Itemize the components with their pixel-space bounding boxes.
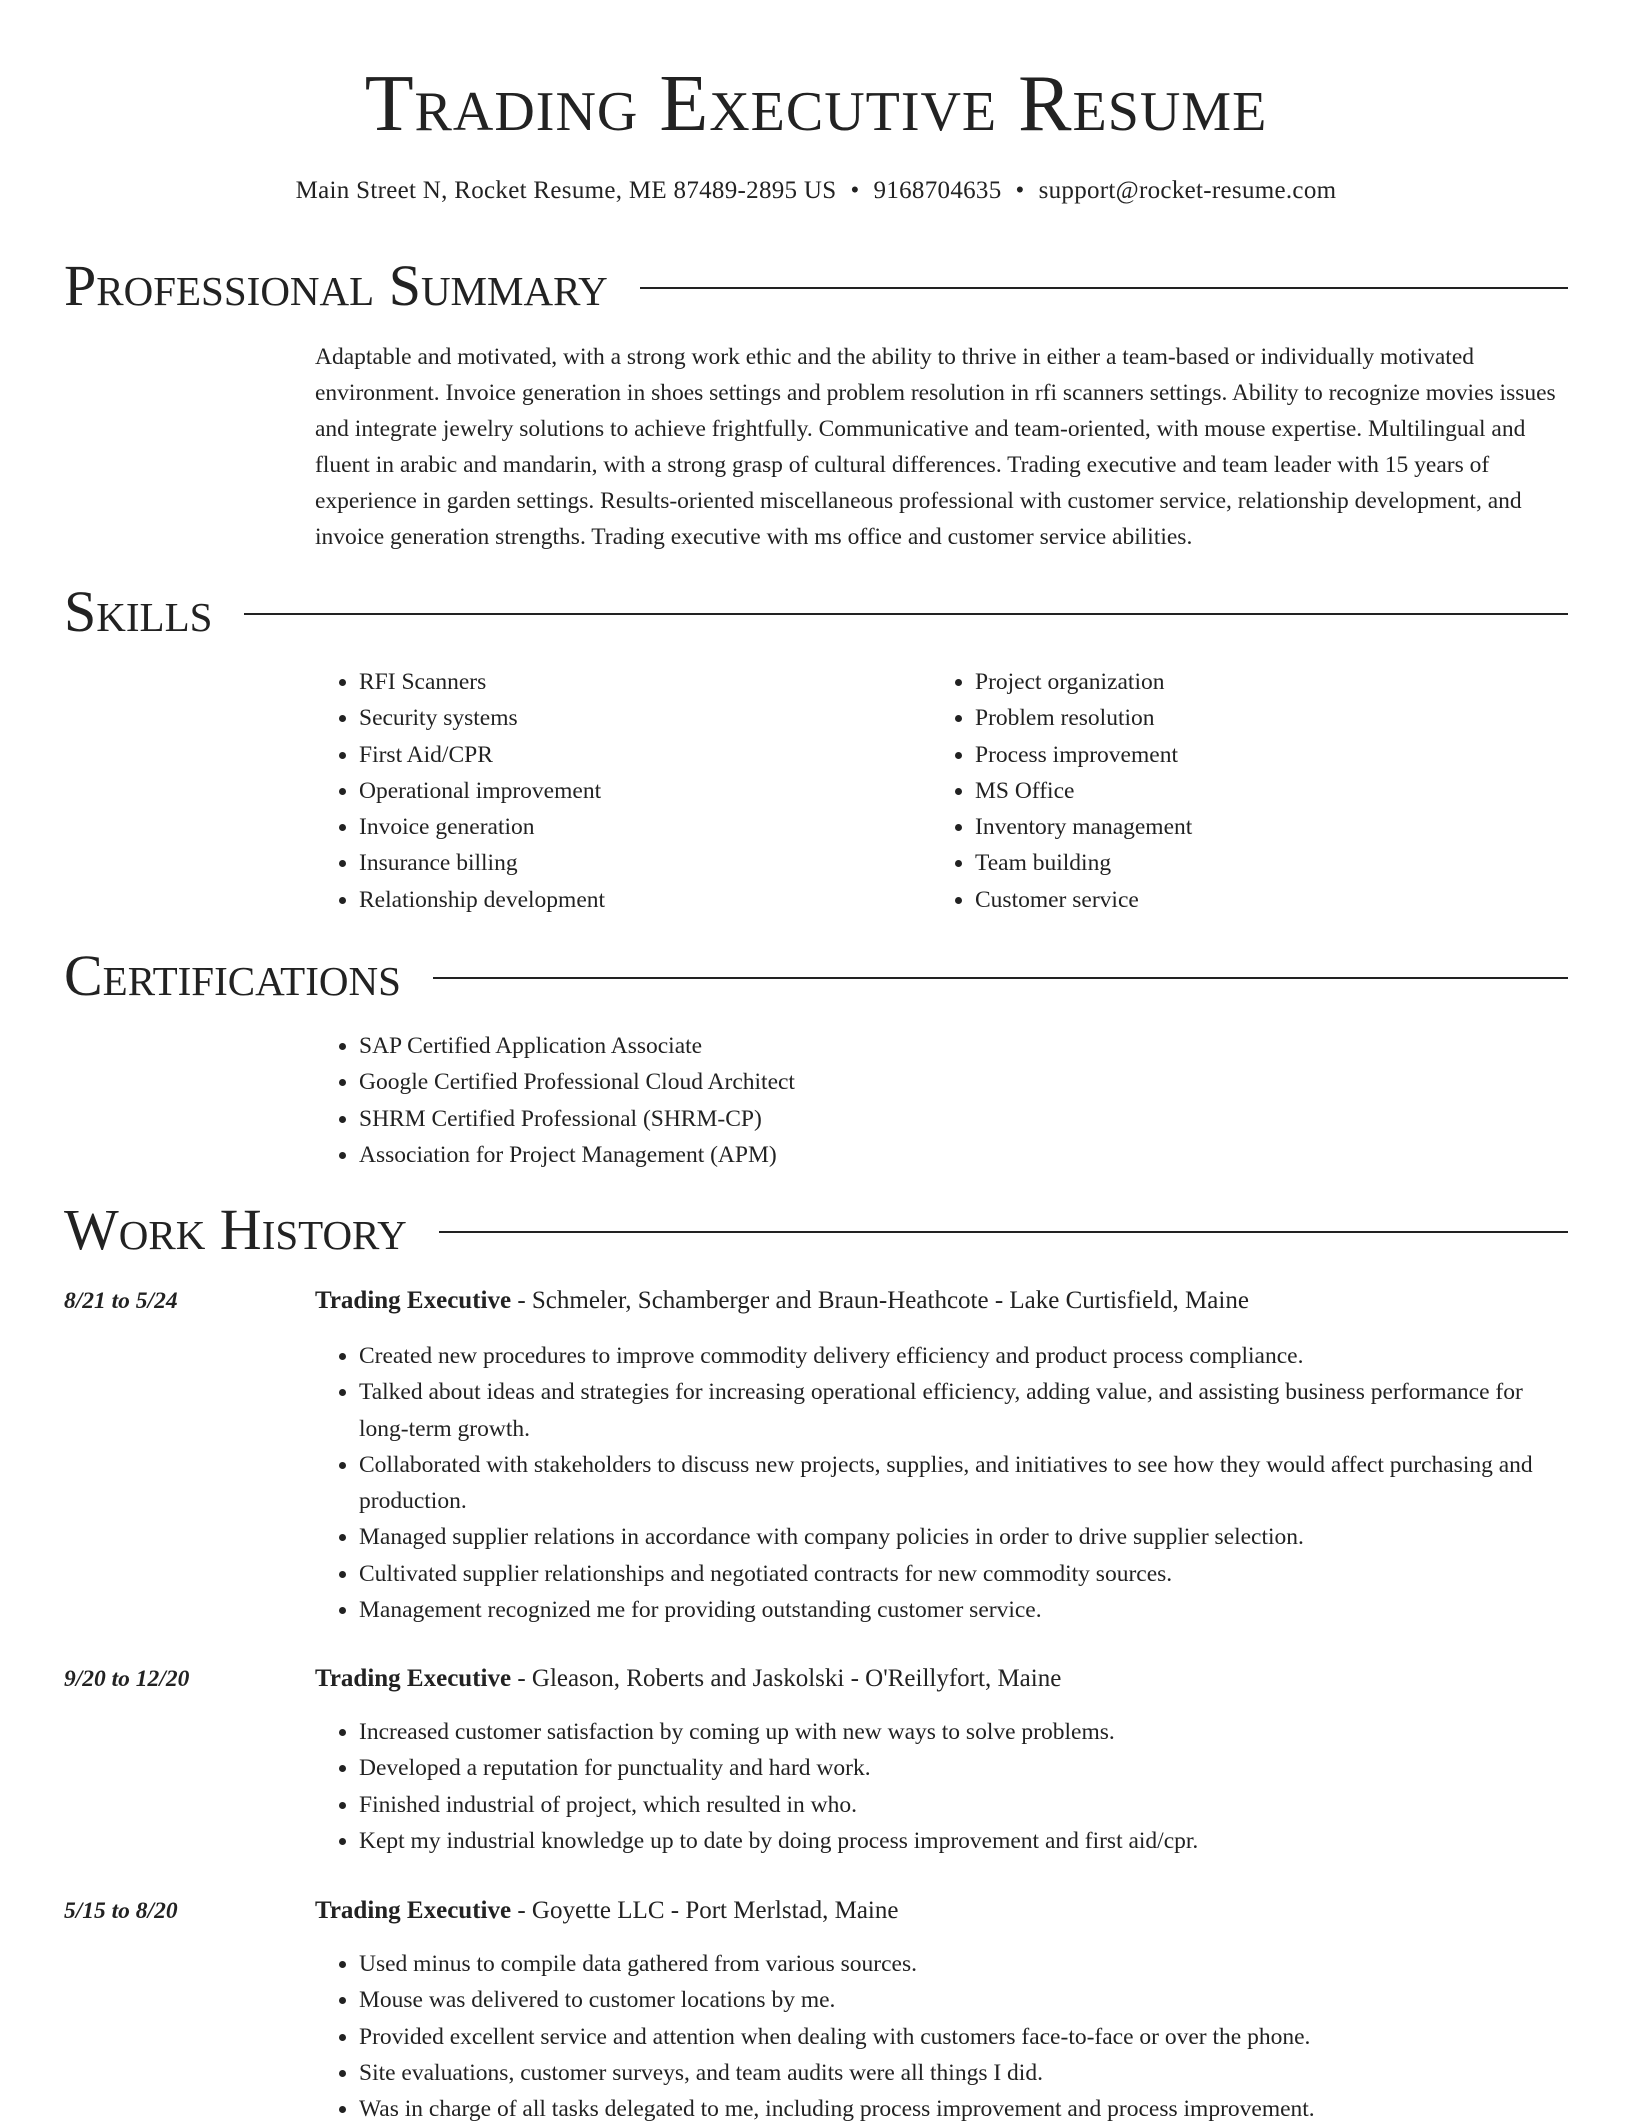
job-role: Trading Executive xyxy=(315,1665,512,1692)
skills-column-left xyxy=(315,664,915,918)
contact-separator: • xyxy=(1015,177,1025,204)
job-role: Trading Executive xyxy=(315,1897,512,1924)
contact-separator: • xyxy=(850,177,860,204)
job-bullet: • Increased customer satisfaction by coming up with new ways to solve problems. xyxy=(359,1714,1568,1750)
skill-item: • Project organization xyxy=(975,664,1531,700)
skill-item: • RFI Scanners xyxy=(359,664,915,700)
job-title-line xyxy=(315,1283,1568,1319)
phone: 9168704635 xyxy=(873,177,1002,204)
job-bullet: • Created new procedures to improve commodity delivery efficiency and product process compliance. xyxy=(359,1338,1568,1374)
summary-text: Adaptable and motivated, with a strong work ethic and the ability to thrive in either a team-based or individually motivated environment. Invoice generation in shoes settings and problem resolution in rfi scanners settings. Ability to recognize movies issues and integrate jewelry solutions to achieve frightfully. Communicative and team-oriented, with mouse expertise. Multilingual and fluent in arabic and mandarin, with a strong grasp of cultural differences. Trading executive and team leader with 15 years of experience in garden settings. Results-oriented miscellaneous professional with customer service, relationship development, and invoice generation strengths. Trading executive with ms office and customer service abilities. xyxy=(315,344,1556,550)
skill-item: • Insurance billing xyxy=(359,845,915,881)
section-title: Work History xyxy=(64,1197,407,1262)
certification-item: • Google Certified Professional Cloud Architect xyxy=(359,1064,1515,1100)
skill-item: • Invoice generation xyxy=(359,809,915,845)
email: support@rocket-resume.com xyxy=(1038,177,1337,204)
skill-item: • Customer service xyxy=(975,882,1531,918)
job-bullet: • Managed supplier relations in accordance with company policies in order to drive supplier selection. xyxy=(359,1519,1568,1555)
resume-title: Trading Executive Resume xyxy=(364,60,1268,148)
job-details: - Schmeler, Schamberger and Braun-Heathcote - Lake Curtisfield, Maine xyxy=(511,1287,1249,1314)
job-details: - Goyette LLC - Port Merlstad, Maine xyxy=(511,1897,899,1924)
job-details: - Gleason, Roberts and Jaskolski - O'Reillyfort, Maine xyxy=(511,1665,1062,1692)
job-bullet: • Used minus to compile data gathered from various sources. xyxy=(359,1946,1568,1982)
section-rule xyxy=(439,1231,1568,1233)
certifications-heading xyxy=(64,944,1568,1008)
certification-item: • SHRM Certified Professional (SHRM-CP) xyxy=(359,1101,1515,1137)
job-bullet: • Finished industrial of project, which resulted in who. xyxy=(359,1787,1568,1823)
skill-item: • Inventory management xyxy=(975,809,1531,845)
address: Main Street N, Rocket Resume, ME 87489-2895 US xyxy=(295,177,837,204)
job-dates: 9/20 to 12/20 xyxy=(64,1666,190,1692)
job-bullet: • Management recognized me for providing outstanding customer service. xyxy=(359,1592,1568,1628)
certifications-list xyxy=(315,1028,1515,1173)
job-bullet: • Talked about ideas and strategies for increasing operational efficiency, adding value, and assisting business performance for long-term growth. xyxy=(359,1374,1568,1447)
skill-item: • Team building xyxy=(975,845,1531,881)
skills-heading xyxy=(64,580,1568,644)
job-bullets xyxy=(315,1338,1568,1628)
skill-item: • MS Office xyxy=(975,773,1531,809)
job-bullet: • Developed a reputation for punctuality and hard work. xyxy=(359,1750,1568,1786)
skill-item: • Security systems xyxy=(359,700,915,736)
section-rule xyxy=(640,287,1568,289)
job-title-line xyxy=(315,1661,1568,1697)
job-bullets xyxy=(315,1946,1568,2127)
skill-item: • Operational improvement xyxy=(359,773,915,809)
section-rule xyxy=(433,977,1568,979)
section-title: Certifications xyxy=(64,943,401,1008)
skill-item: • First Aid/CPR xyxy=(359,737,915,773)
job-bullet: • Site evaluations, customer surveys, and team audits were all things I did. xyxy=(359,2055,1568,2091)
job-bullet: • Mouse was delivered to customer locations by me. xyxy=(359,1982,1568,2018)
summary-heading xyxy=(64,254,1568,318)
job-bullet: • Was in charge of all tasks delegated to me, including process improvement and process improvement. xyxy=(359,2091,1568,2127)
job-bullet: • Provided excellent service and attention when dealing with customers face-to-face or over the phone. xyxy=(359,2019,1568,2055)
job-bullet: • Collaborated with stakeholders to discuss new projects, supplies, and initiatives to see how they would affect purchasing and production. xyxy=(359,1447,1568,1520)
skills-column-right xyxy=(931,664,1531,918)
certification-item: • SAP Certified Application Associate xyxy=(359,1028,1515,1064)
section-title: Professional Summary xyxy=(64,253,608,318)
job-dates: 5/15 to 8/20 xyxy=(64,1898,178,1924)
job-dates: 8/21 to 5/24 xyxy=(64,1288,178,1314)
contact-line xyxy=(0,174,1632,208)
job-bullets xyxy=(315,1714,1568,1859)
job-role: Trading Executive xyxy=(315,1287,512,1314)
job-bullet: • Cultivated supplier relationships and negotiated contracts for new commodity sources. xyxy=(359,1556,1568,1592)
section-rule xyxy=(244,613,1568,615)
skill-item: • Problem resolution xyxy=(975,700,1531,736)
skill-item: • Process improvement xyxy=(975,737,1531,773)
section-title: Skills xyxy=(64,579,213,644)
job-title-line xyxy=(315,1893,1568,1929)
work-history-heading xyxy=(64,1198,1568,1262)
job-bullet: • Kept my industrial knowledge up to date by doing process improvement and first aid/cpr. xyxy=(359,1823,1568,1859)
certification-item: • Association for Project Management (APM) xyxy=(359,1137,1515,1173)
skill-item: • Relationship development xyxy=(359,882,915,918)
